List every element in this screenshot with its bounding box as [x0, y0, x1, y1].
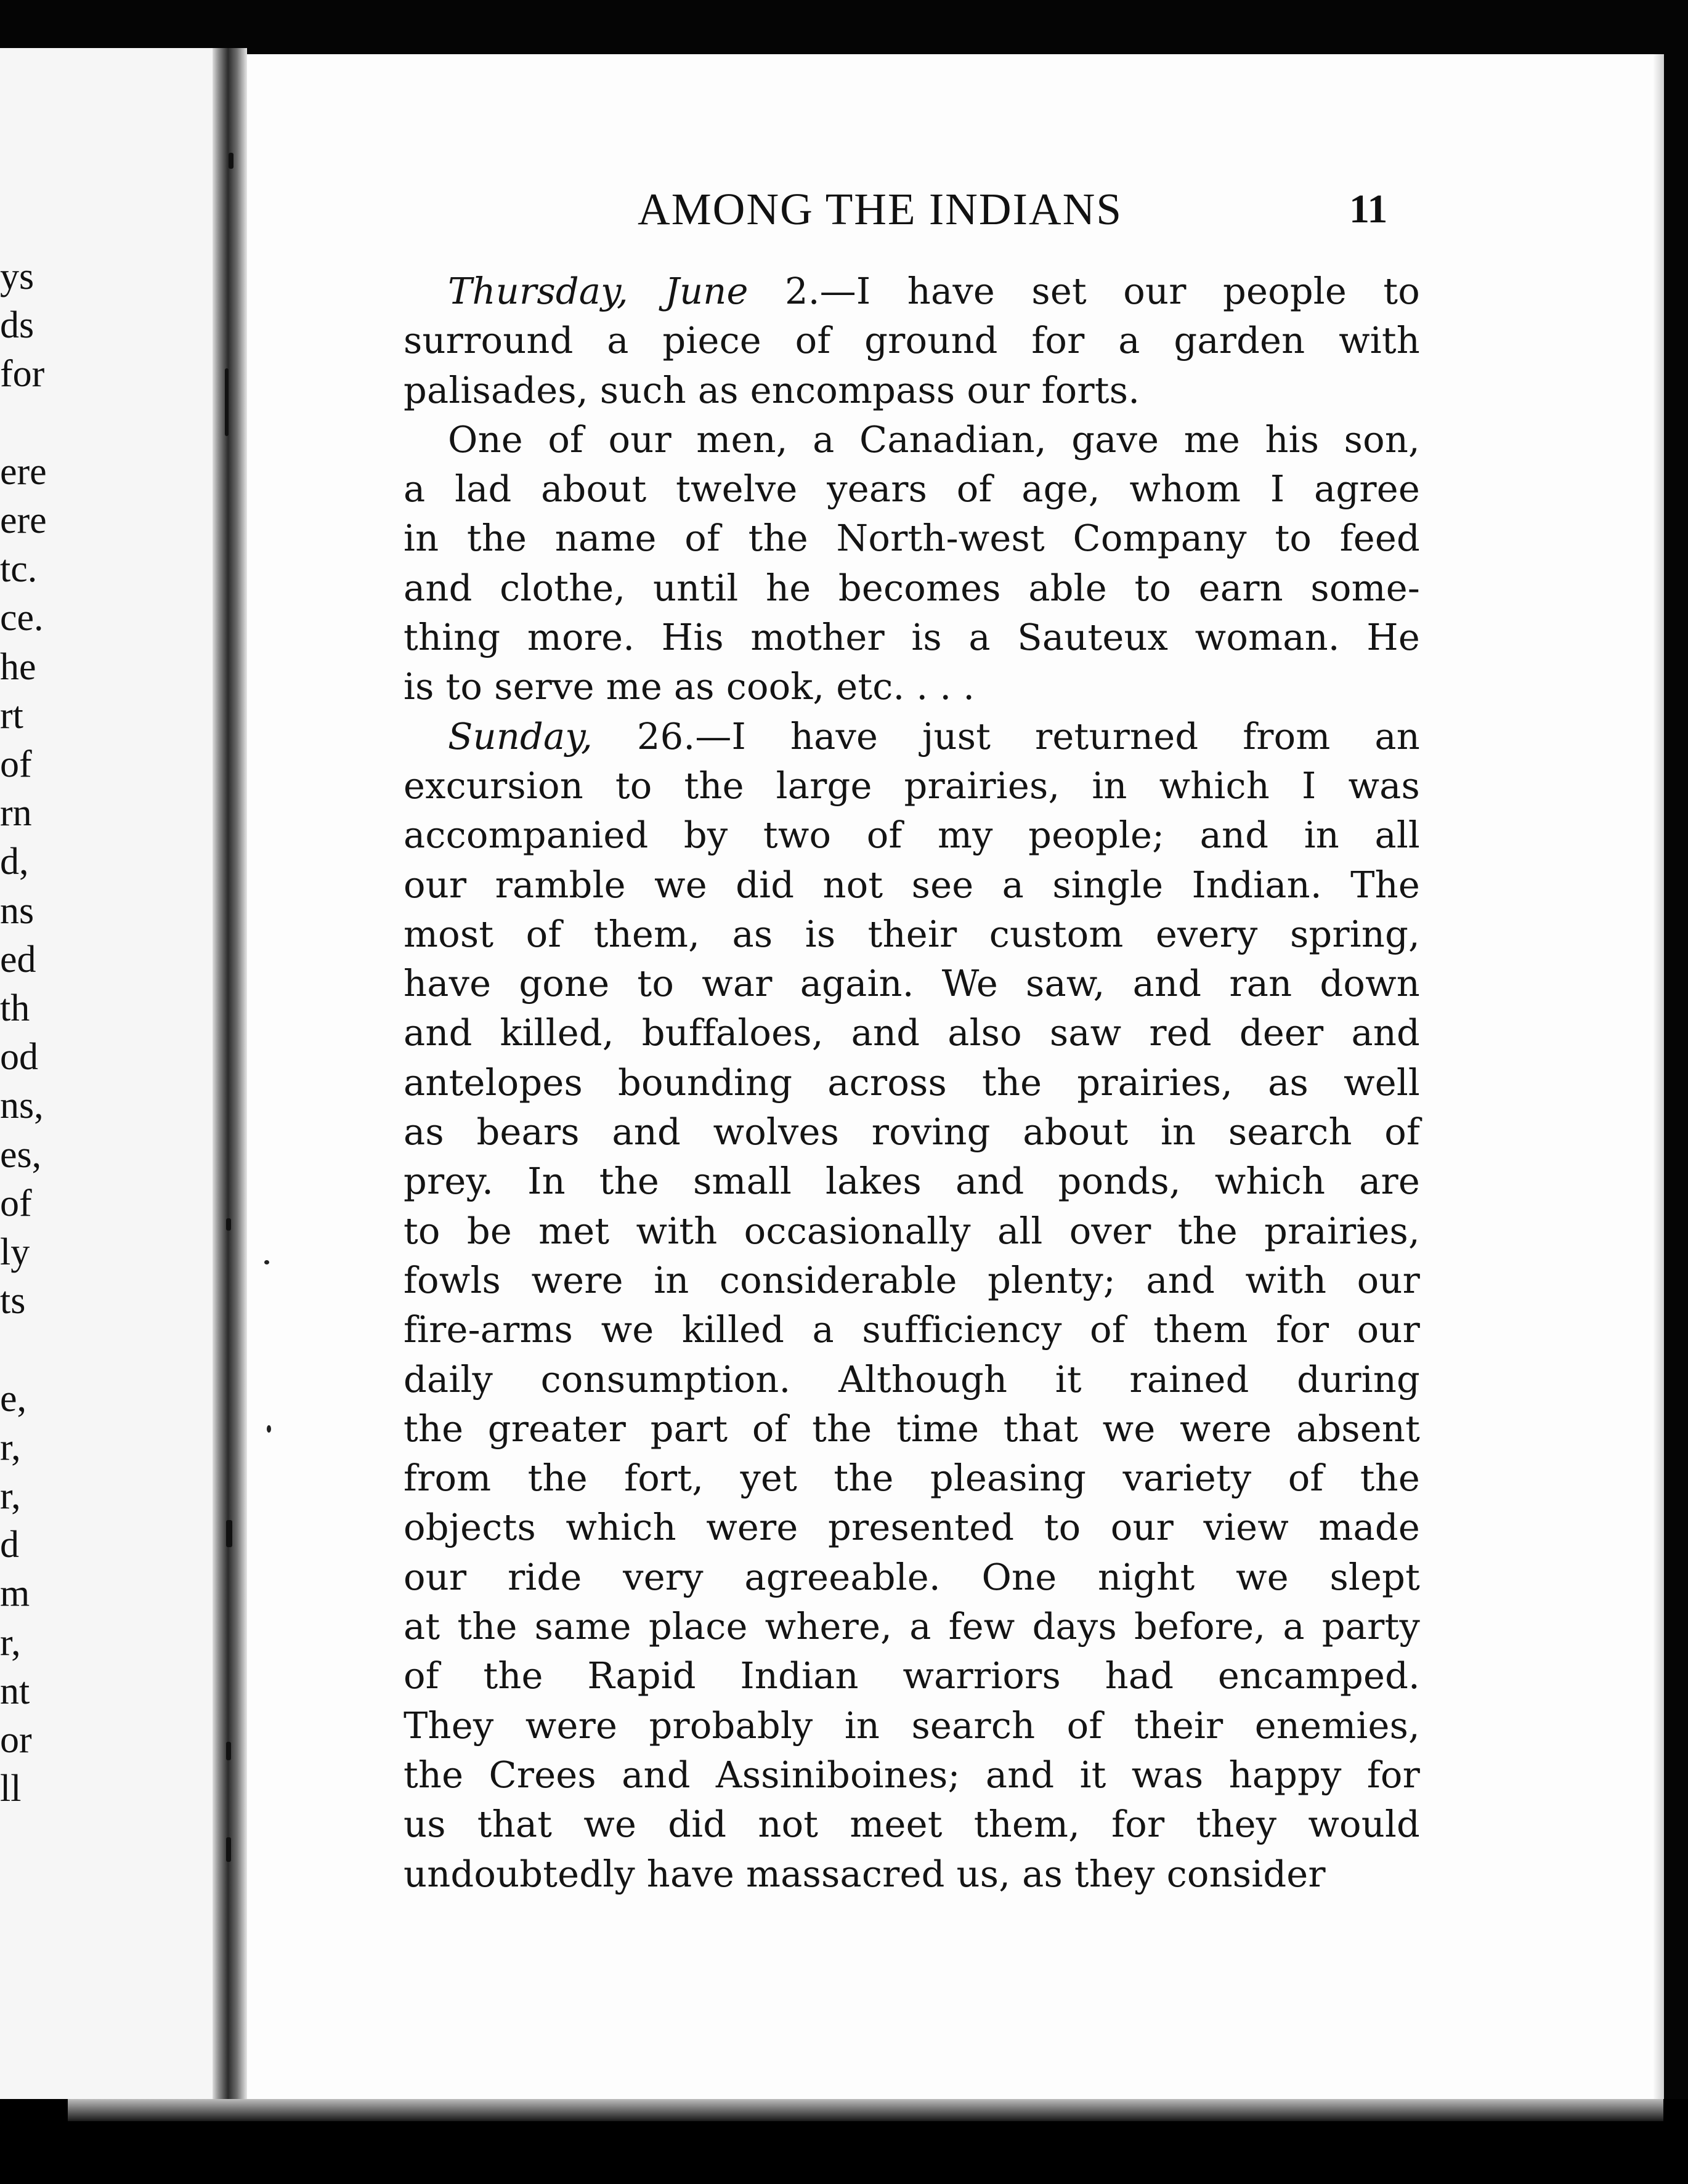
text-line [404, 1503, 1420, 1552]
facing-page-fragment-line: r, [0, 1475, 21, 1517]
text-line [404, 267, 1420, 316]
text-line [404, 1157, 1420, 1206]
facing-page-fragment-line: rn [0, 792, 32, 835]
line-text: to be met with occasionally all over the prairies, [404, 1209, 1420, 1252]
line-text: antelopes bounding across the prairies, as well [404, 1061, 1420, 1104]
line-text: as bears and wolves roving about in search of [404, 1110, 1420, 1154]
running-head: AMONG THE INDIANS [638, 184, 1122, 234]
text-line [404, 1305, 1420, 1354]
line-text: the Crees and Assiniboines; and it was happy for [404, 1753, 1420, 1796]
line-text: fowls were in considerable plenty; and with our [404, 1258, 1420, 1301]
facing-page-fragment-line: d, [0, 841, 29, 883]
gutter-speck [226, 1218, 231, 1231]
page-edge-strip [68, 2099, 1663, 2121]
facing-page-fragment-line: ere [0, 499, 47, 541]
text-line [404, 811, 1420, 860]
text-line [404, 1107, 1420, 1157]
text-line [404, 1850, 1420, 1899]
line-text: the greater part of the time that we were absent [404, 1407, 1420, 1450]
italic-date: Thursday, June [448, 270, 749, 312]
line-text: a lad about twelve years of age, whom I agree [404, 467, 1420, 511]
facing-page-fragment-line: r, [0, 1426, 21, 1468]
book-gutter [213, 48, 247, 2099]
italic-date: Sunday, [448, 714, 593, 758]
facing-page-fragment-line: tc. [0, 548, 38, 591]
facing-page-fragment-line: d [0, 1524, 19, 1566]
line-text: prey. In the small lakes and ponds, which are [404, 1160, 1420, 1203]
facing-page-fragment-line: ts [0, 1280, 26, 1322]
facing-page-fragment [0, 48, 213, 2099]
text-line [404, 1256, 1420, 1305]
facing-page-fragment-line: ns, [0, 1085, 44, 1127]
text-line [404, 415, 1420, 464]
facing-page-fragment-line: ds [0, 304, 34, 347]
line-text: our ramble we did not see a single Indian. The [404, 863, 1420, 906]
gutter-speck [226, 1837, 231, 1862]
facing-page-fragment-line: m [0, 1572, 30, 1615]
facing-page-fragment-line: es, [0, 1133, 42, 1176]
text-line [404, 1701, 1420, 1750]
line-text: and clothe, until he becomes able to earn some- [404, 566, 1420, 609]
gutter-speck [226, 1520, 232, 1547]
text-line [404, 1008, 1420, 1058]
facing-page-fragment-line: od [0, 1036, 38, 1078]
text-line [404, 1404, 1420, 1454]
gutter-speck [225, 368, 229, 436]
line-text: surround a piece of ground for a garden with [404, 319, 1420, 362]
line-text: of the Rapid Indian warriors had encamped. [404, 1654, 1420, 1697]
text-line [404, 1058, 1420, 1107]
text-line [404, 910, 1420, 959]
line-text: 26.—I have just returned from an [593, 714, 1420, 758]
gutter-speck [229, 153, 233, 169]
text-line [404, 316, 1420, 365]
line-text: from the fort, yet the pleasing variety of the [404, 1457, 1420, 1500]
text-line [404, 564, 1420, 613]
facing-page-fragment-line: th [0, 987, 30, 1029]
text-line [404, 514, 1420, 563]
line-text: daily consumption. Although it rained during [404, 1357, 1420, 1401]
line-text: us that we did not meet them, for they would [404, 1803, 1420, 1846]
text-line [404, 613, 1420, 662]
facing-page-fragment-line: ed [0, 938, 36, 981]
facing-page-fragment-line: of [0, 743, 32, 785]
page-bottom-edge [0, 2099, 1688, 2184]
line-text: and killed, buffaloes, and also saw red deer and [404, 1011, 1420, 1054]
facing-page-fragment-line: or [0, 1719, 32, 1761]
gutter-speck [226, 1742, 231, 1760]
facing-page-fragment-line: ce. [0, 597, 44, 639]
text-line [404, 1454, 1420, 1503]
facing-page-fragment-line: rt [0, 694, 23, 737]
text-line [404, 1651, 1420, 1701]
text-line [404, 1207, 1420, 1256]
line-text: undoubtedly have massacred us, as they consider [404, 1852, 1326, 1895]
text-line [404, 464, 1420, 514]
text-line [404, 1553, 1420, 1602]
text-line [404, 761, 1420, 811]
facing-page-fragment-line: ns [0, 889, 34, 932]
line-text: palisades, such as encompass our forts. [404, 368, 1140, 411]
facing-page-fragment-line: ere [0, 450, 47, 493]
scan-speck [267, 1425, 271, 1433]
facing-page-fragment-line: of [0, 1182, 32, 1224]
line-text: in the name of the North-west Company to feed [404, 517, 1420, 560]
text-line [404, 1750, 1420, 1800]
text-line [404, 959, 1420, 1008]
text-line [404, 1800, 1420, 1849]
text-line [404, 712, 1420, 761]
line-text: fire-arms we killed a sufficiency of them for our [404, 1308, 1420, 1351]
line-text: thing more. His mother is a Sauteux woman. He [404, 616, 1420, 659]
line-text: at the same place where, a few days before, a party [404, 1605, 1420, 1648]
text-line [404, 1602, 1420, 1651]
line-text: is to serve me as cook, etc. . . . [404, 665, 975, 708]
line-text: have gone to war again. We saw, and ran down [404, 962, 1420, 1005]
line-text: accompanied by two of my people; and in all [404, 814, 1420, 857]
text-line [404, 1355, 1420, 1404]
scan-speck [264, 1260, 269, 1264]
facing-page-fragment-line: r, [0, 1621, 21, 1664]
facing-page-fragment-line: ys [0, 256, 34, 297]
facing-page-fragment-line: ll [0, 1768, 22, 1810]
line-text: our ride very agreeable. One night we slept [404, 1555, 1420, 1598]
line-text: objects which were presented to our view made [404, 1506, 1420, 1549]
facing-page-fragment-line: nt [0, 1670, 30, 1712]
line-text: They were probably in search of their enemies, [404, 1704, 1420, 1747]
facing-page-fragment-line: he [0, 645, 36, 688]
text-line [404, 662, 1420, 711]
line-text: 2.—I have set our people to [748, 270, 1420, 312]
text-line [404, 860, 1420, 910]
facing-page-fragment-line: for [0, 353, 45, 395]
body-text [404, 267, 1420, 1899]
line-text: most of them, as is their custom every spring, [404, 912, 1420, 955]
line-text: One of our men, a Canadian, gave me his son, [448, 418, 1420, 461]
text-line [404, 366, 1420, 415]
facing-page-fragment-line: e, [0, 1377, 27, 1420]
page-number: 11 [1349, 187, 1388, 232]
line-text: excursion to the large prairies, in which I was [404, 764, 1420, 807]
facing-page-fragment-line: ly [0, 1231, 30, 1273]
